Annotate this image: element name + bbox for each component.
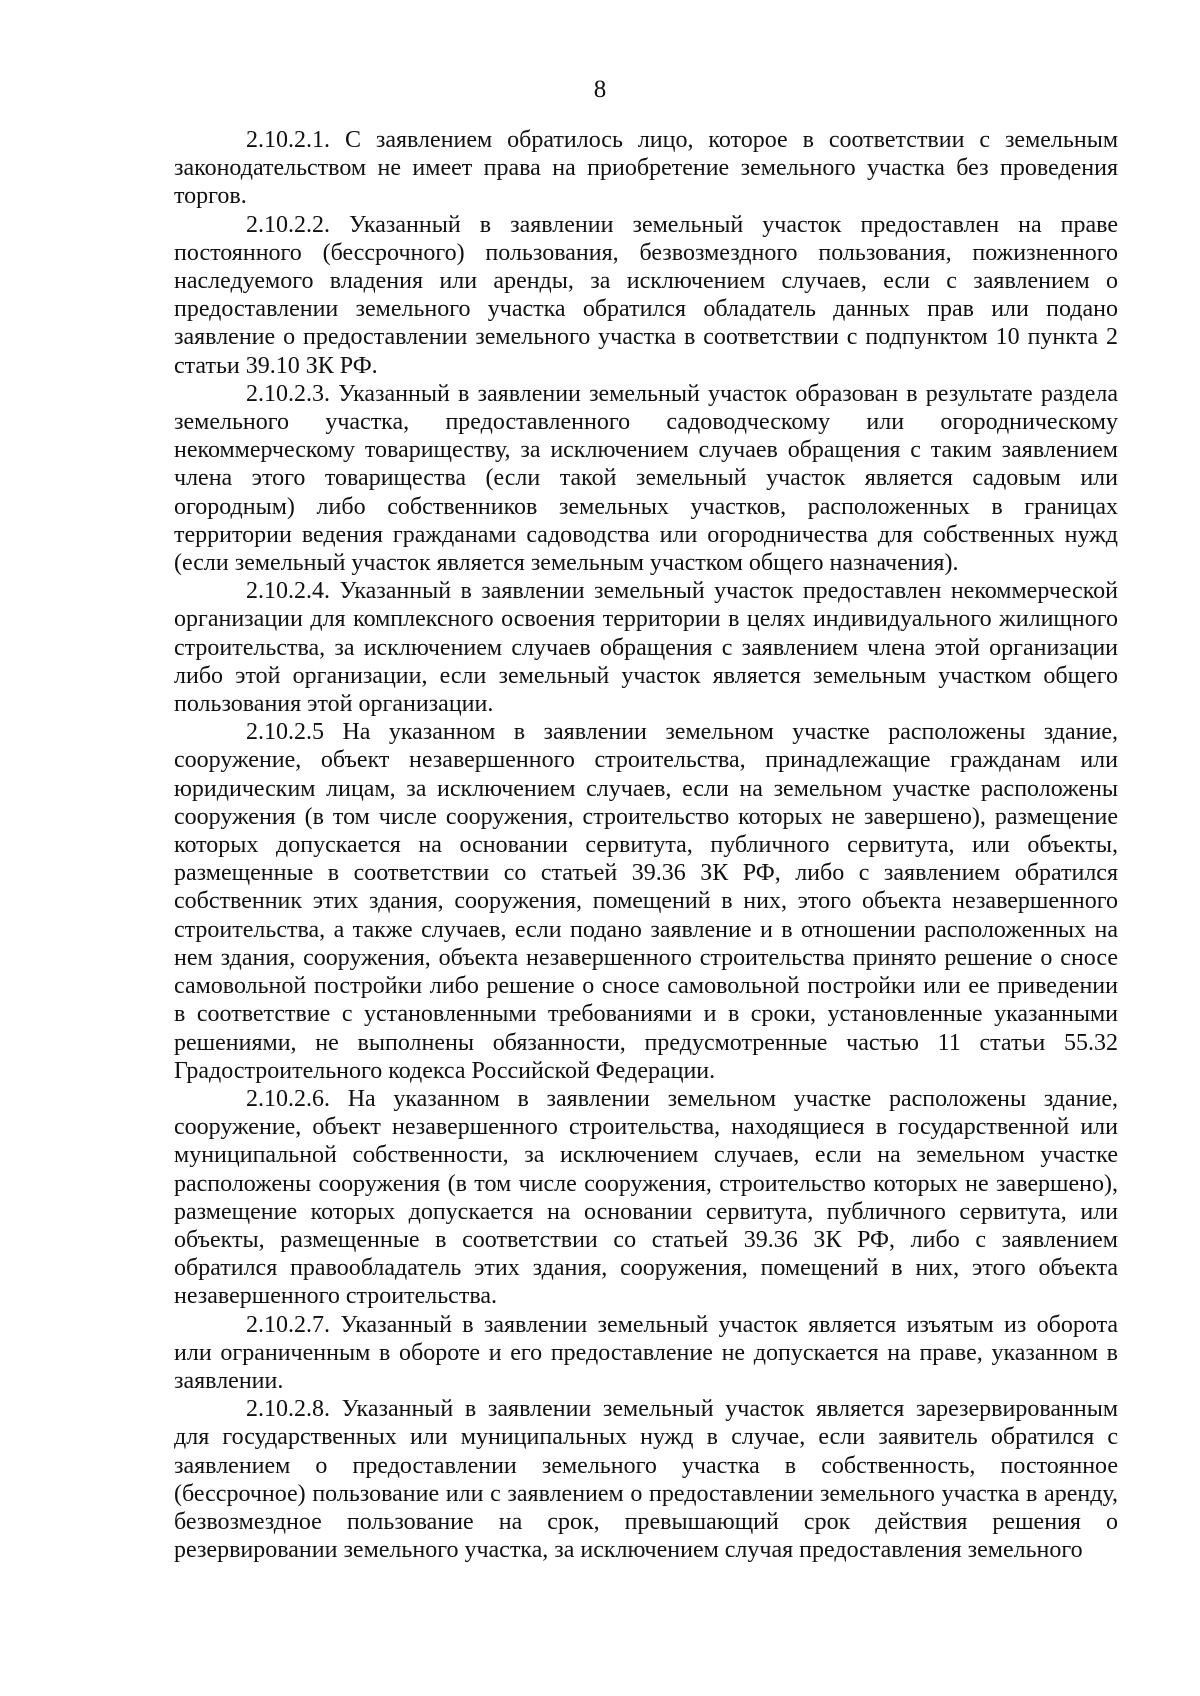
clause-2-10-2-4 — [174, 577, 1118, 718]
clause-text: С заявлением обратилось лицо, которое в соответствии с земельным законодательством не имеет права на приобретение земельного участка без проведения торгов. — [174, 127, 1119, 210]
clause-text: Указанный в заявлении земельный участок предоставлен на праве постоянного (бессрочного) пользования, безвозмездного пользования, пожизненного наследуемого владения или аренды, за исключением случаев, если с заявлением о предоставлении земельного участка обратился обладатель данных прав или подано заявление о предоставлении земельного участка в соответствии с подпунктом 10 пункта 2 статьи 39.10 ЗК РФ. — [174, 211, 1118, 379]
page-number: 8 — [593, 76, 607, 103]
clause-text: На указанном в заявлении земельном участке расположены здание, сооружение, объект незавершенного строительства, находящиеся в государственной или муниципальной собственности, за исключением случаев, если на земельном участке расположены сооружения (в том числе сооружения, строительство которых не завершено), размещение которых допускается на основании сервитута, публичного сервитута, или объекты, размещенные в соответствии со статьей 39.36 ЗК РФ, либо с заявлением обратился правообладатель этих здания, сооружения, помещений в них, этого объекта незавершенного строительства. — [174, 1085, 1119, 1310]
clause-text: Указанный в заявлении земельный участок предоставлен некоммерческой организации для комплексного освоения территории в целях индивидуального жилищного строительства, за исключением случаев обращения с заявлением члена этой организации либо этой организации, если земельный участок является земельным участком общего пользования этой организации. — [174, 578, 1118, 718]
clause-2-10-2-8 — [174, 1395, 1118, 1564]
clause-number: 2.10.2.2. — [246, 211, 330, 238]
clause-2-10-2-7 — [174, 1311, 1118, 1396]
clause-number: 2.10.2.3. — [246, 380, 330, 407]
clause-text: Указанный в заявлении земельный участок образован в результате раздела земельного участка, предоставленного садоводческому или огородническому некоммерческому товариществу, за исключением случаев обращения с таким заявлением члена этого товарищества (если такой земельный участок является садовым или огородным) либо собственников земельных участков, расположенных в границах территории ведения гражданами садоводства или огородничества для собственных нужд (если земельный участок является земельным участком общего назначения). — [174, 380, 1119, 577]
clause-number: 2.10.2.6. — [246, 1085, 330, 1112]
clause-number: 2.10.2.5 — [246, 719, 324, 746]
clause-text: Указанный в заявлении земельный участок является изъятым из оборота или ограниченным в обороте и его предоставление не допускается на праве, указанном в заявлении. — [174, 1311, 1118, 1394]
clause-2-10-2-5 — [174, 718, 1118, 1085]
clause-text: Указанный в заявлении земельный участок является зарезервированным для государственных или муниципальных нужд в случае, если заявитель обратился с заявлением о предоставлении земельного участка в собственность, постоянное (бессрочное) пользование или с заявлением о предоставлении земельного участка в аренду, безвозмездное пользование на срок, превышающий срок действия решения о резервировании земельного участка, за исключением случая предоставления земельного — [174, 1396, 1119, 1564]
document-body — [174, 126, 1118, 1564]
clause-number: 2.10.2.7. — [246, 1311, 330, 1338]
clause-2-10-2-6 — [174, 1085, 1118, 1311]
clause-text: На указанном в заявлении земельном участке расположены здание, сооружение, объект незавершенного строительства, принадлежащие гражданам или юридическим лицам, за исключением случаев, если на земельном участке расположены сооружения (в том числе сооружения, строительство которых не завершено), размещение которых допускается на основании сервитута, публичного сервитута, или объекты, размещенные в соответствии со статьей 39.36 ЗК РФ, либо с заявлением обратился собственник этих здания, сооружения, помещений в них, этого объекта незавершенного строительства, а также случаев, если подано заявление и в отношении расположенных на нем здания, сооружения, объекта незавершенного строительства принято решение о сносе самовольной постройки либо решение о сносе самовольной постройки или ее приведении в соответствие с установленными требованиями и в сроки, установленные указанными решениями, не выполнены обязанности, предусмотренные частью 11 статьи 55.32 Градостроительного кодекса Российской Федерации. — [174, 719, 1119, 1084]
clause-number: 2.10.2.1. — [246, 127, 330, 153]
clause-number: 2.10.2.4. — [246, 578, 330, 605]
clause-2-10-2-3 — [174, 380, 1118, 577]
clause-2-10-2-2 — [174, 211, 1118, 380]
clause-2-10-2-1 — [174, 126, 1118, 211]
clause-number: 2.10.2.8. — [246, 1396, 330, 1423]
